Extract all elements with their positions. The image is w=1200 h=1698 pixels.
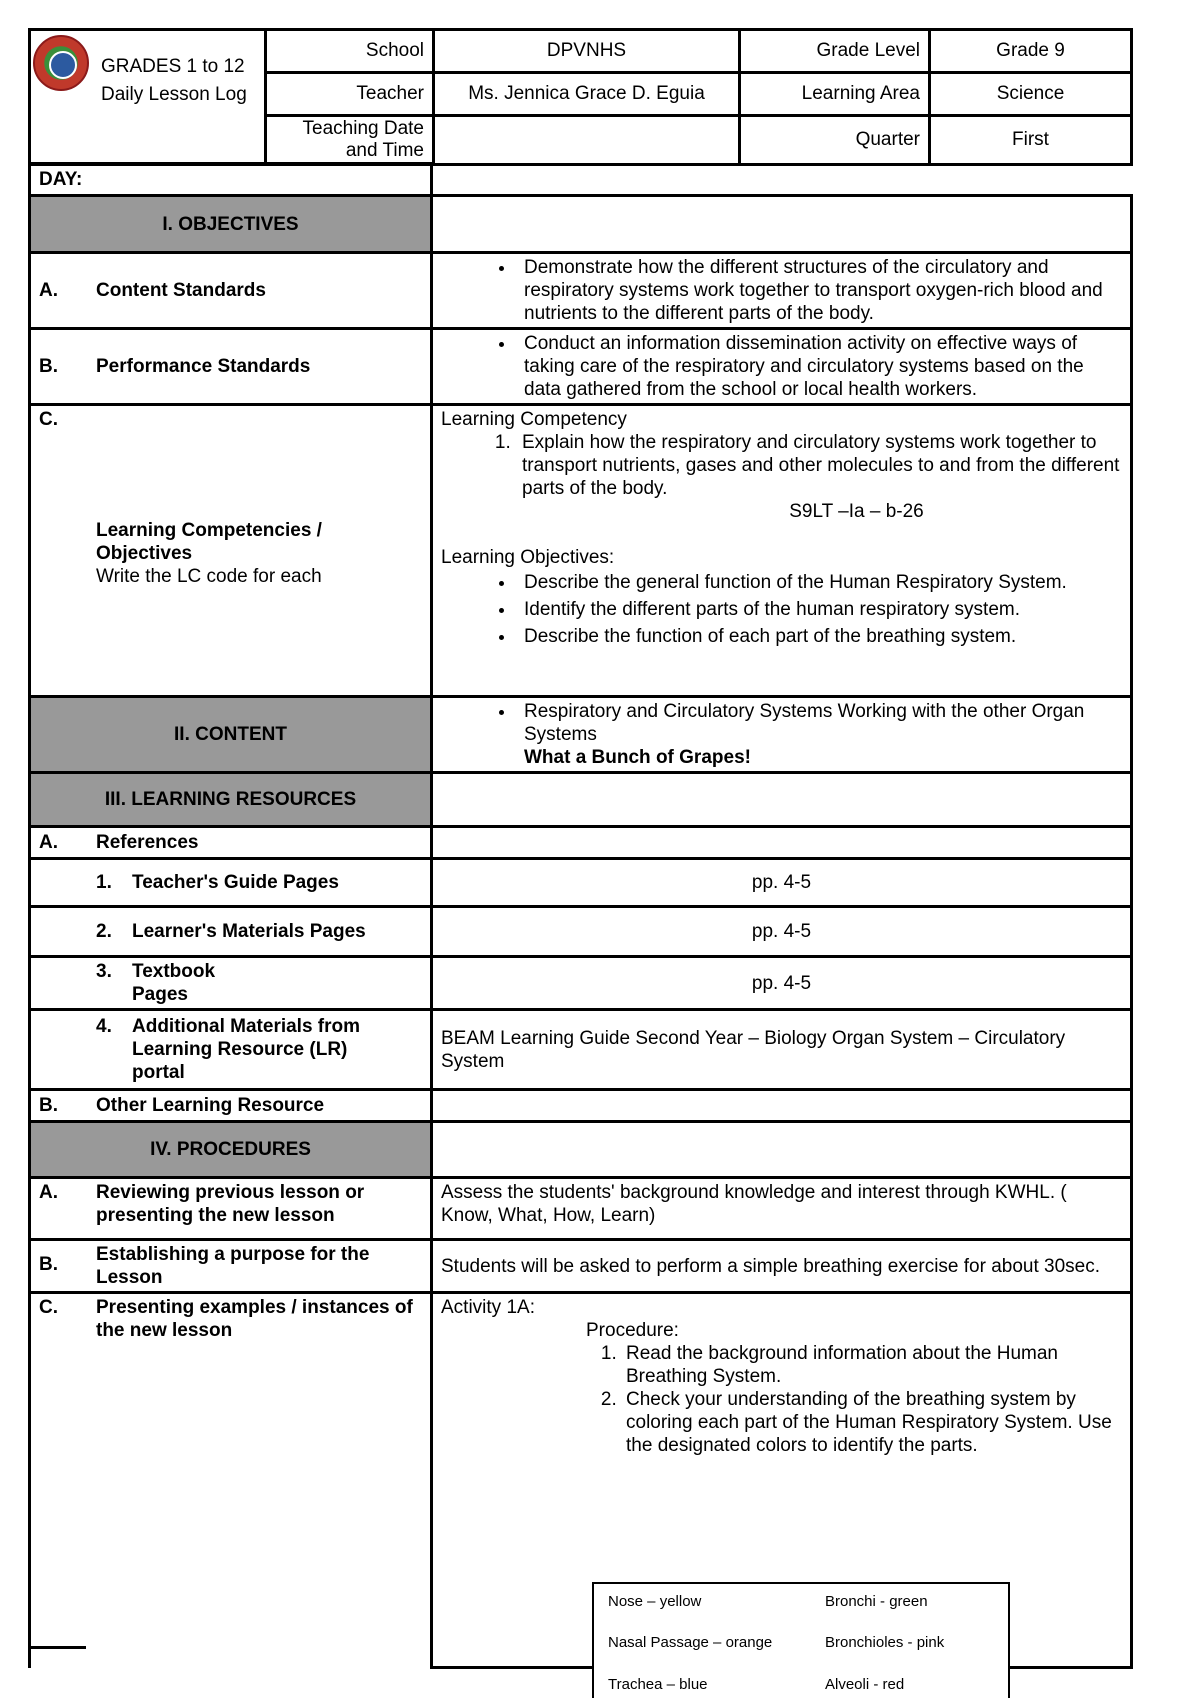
teachers-guide-label (30, 859, 432, 907)
procedure-heading: Procedure: (586, 1320, 679, 1341)
review-lesson-label (30, 1178, 432, 1240)
objectives-section-value (432, 196, 1132, 253)
purpose-value: Students will be asked to perform a simple breathing exercise for about 30sec. (432, 1240, 1132, 1293)
legend-trachea: Trachea – blue (608, 1676, 708, 1693)
quarter-label: Quarter (740, 116, 930, 165)
competencies-value (432, 405, 1132, 697)
additional-materials-value: BEAM Learning Guide Second Year – Biology Organ System – Circulatory System (432, 1010, 1132, 1090)
grades-label: GRADES 1 to 12 (101, 56, 245, 77)
references-text: References (96, 832, 199, 853)
review-lesson-letter: A. (39, 1182, 58, 1203)
lo-item: • Describe the general function of the Human Respiratory System. (516, 569, 1122, 596)
textbook-text: Textbook Pages (132, 961, 216, 1005)
performance-standards-text: Performance Standards (96, 356, 311, 377)
performance-standards-label (30, 329, 432, 405)
teaching-date-label-line2: and Time (345, 140, 424, 161)
competencies-label (30, 405, 432, 697)
purpose-label (30, 1240, 432, 1293)
resources-section-value (432, 773, 1132, 827)
color-legend (592, 1582, 1010, 1698)
additional-materials-text: Additional Materials from Learning Resource (LR) portal (132, 1016, 361, 1083)
examples-letter: C. (39, 1297, 58, 1318)
other-resource-label (30, 1090, 432, 1122)
other-resource-value (432, 1090, 1132, 1122)
header-table (28, 28, 1133, 166)
lc-heading: Learning Competency (441, 409, 627, 430)
content-standards-letter: A. (39, 280, 58, 301)
examples-label (30, 1293, 432, 1668)
teaching-date-value (434, 116, 740, 165)
legend-nose: Nose – yellow (608, 1593, 702, 1610)
procedure-step: 2. Check your understanding of the breathing system by coloring each part of the Human Respiratory System. Use the designated colors to identify the parts. (622, 1388, 1122, 1457)
grade-level-label: Grade Level (740, 30, 930, 73)
content-standards-bullet: • Demonstrate how the different structures of the circulatory and respiratory systems work together to transport oxygen-rich blood and nutrients to the different parts of the body. (516, 256, 1122, 325)
lo-heading: Learning Objectives: (441, 547, 615, 568)
lesson-table (28, 162, 1133, 1669)
learners-materials-num: 2. (96, 921, 112, 942)
legend-bronchioles: Bronchioles - pink (825, 1634, 945, 1651)
other-resource-letter: B. (39, 1095, 58, 1116)
content-standards-value (432, 253, 1132, 329)
competencies-letter: C. (39, 409, 58, 430)
daily-lesson-log-label: Daily Lesson Log (101, 84, 247, 105)
content-value (432, 697, 1132, 773)
procedure-step: 1. Read the background information about the Human Breathing System. (622, 1342, 1122, 1388)
teacher-value: Ms. Jennica Grace D. Eguia (434, 73, 740, 116)
review-lesson-text: Reviewing previous lesson or presenting the new lesson (96, 1182, 365, 1226)
textbook-label (30, 957, 432, 1010)
purpose-text: Establishing a purpose for the Lesson (96, 1244, 370, 1288)
teachers-guide-text: Teacher's Guide Pages (132, 872, 339, 893)
teachers-guide-value: pp. 4-5 (432, 859, 1132, 907)
content-standards-text: Content Standards (96, 280, 266, 301)
activity-heading: Activity 1A: (441, 1297, 535, 1318)
performance-standards-value (432, 329, 1132, 405)
resources-section-title: III. LEARNING RESOURCES (30, 773, 432, 827)
school-label: School (266, 30, 434, 73)
header-logo-cell (30, 30, 266, 165)
legend-bronchi: Bronchi - green (825, 1593, 928, 1610)
learning-area-label: Learning Area (740, 73, 930, 116)
competencies-text: Learning Competencies / Objectives (96, 520, 322, 564)
content-standards-label (30, 253, 432, 329)
legend-alveoli: Alveoli - red (825, 1676, 905, 1693)
additional-materials-num: 4. (96, 1016, 112, 1037)
teaching-date-label-line1: Teaching Date (302, 118, 424, 139)
content-section-title: II. CONTENT (30, 697, 432, 773)
performance-standards-bullet: • Conduct an information dissemination activity on effective ways of taking care of the respiratory and circulatory systems based on the data gathered from the school or local health workers. (516, 332, 1122, 401)
procedures-section-value (432, 1122, 1132, 1178)
purpose-letter: B. (39, 1254, 58, 1275)
left-bottom-border (28, 1646, 86, 1649)
legend-nasal-passage: Nasal Passage – orange (608, 1634, 773, 1651)
review-lesson-value: Assess the students' background knowledge and interest through KWHL. ( Know, What, How, Learn) (432, 1178, 1132, 1240)
textbook-num: 3. (96, 961, 112, 982)
content-bullet-text: • Respiratory and Circulatory Systems Working with the other Organ Systems (524, 701, 1085, 745)
competencies-note: Write the LC code for each (96, 566, 322, 587)
quarter-value: First (930, 116, 1132, 165)
learners-materials-text: Learner's Materials Pages (132, 921, 366, 942)
lo-item: • Describe the function of each part of the breathing system. (516, 623, 1122, 650)
learners-materials-value: pp. 4-5 (432, 907, 1132, 957)
additional-materials-label (30, 1010, 432, 1090)
grade-level-value: Grade 9 (930, 30, 1132, 73)
objectives-section-title: I. OBJECTIVES (30, 196, 432, 253)
header-title (101, 53, 247, 109)
school-value: DPVNHS (434, 30, 740, 73)
lc-item: 1. Explain how the respiratory and circulatory systems work together to transport nutrients, gases and other molecules to and from the different parts of the body. (516, 431, 1122, 500)
procedures-section-title: IV. PROCEDURES (30, 1122, 432, 1178)
day-label: DAY: (30, 164, 432, 196)
learners-materials-label (30, 907, 432, 957)
lo-item: • Identify the different parts of the human respiratory system. (516, 596, 1122, 623)
teaching-date-label (266, 116, 434, 165)
textbook-value: pp. 4-5 (432, 957, 1132, 1010)
content-bullet (516, 700, 1122, 769)
day-value (432, 164, 1132, 196)
examples-text: Presenting examples / instances of the new lesson (96, 1297, 413, 1341)
other-resource-text: Other Learning Resource (96, 1095, 325, 1116)
content-subtitle: What a Bunch of Grapes! (524, 747, 751, 768)
teachers-guide-num: 1. (96, 872, 112, 893)
references-letter: A. (39, 832, 58, 853)
performance-standards-letter: B. (39, 356, 58, 377)
school-seal-icon (33, 35, 89, 91)
references-value (432, 827, 1132, 859)
learning-area-value: Science (930, 73, 1132, 116)
lc-code: S9LT –Ia – b-26 (789, 501, 924, 522)
teacher-label: Teacher (266, 73, 434, 116)
references-label (30, 827, 432, 859)
